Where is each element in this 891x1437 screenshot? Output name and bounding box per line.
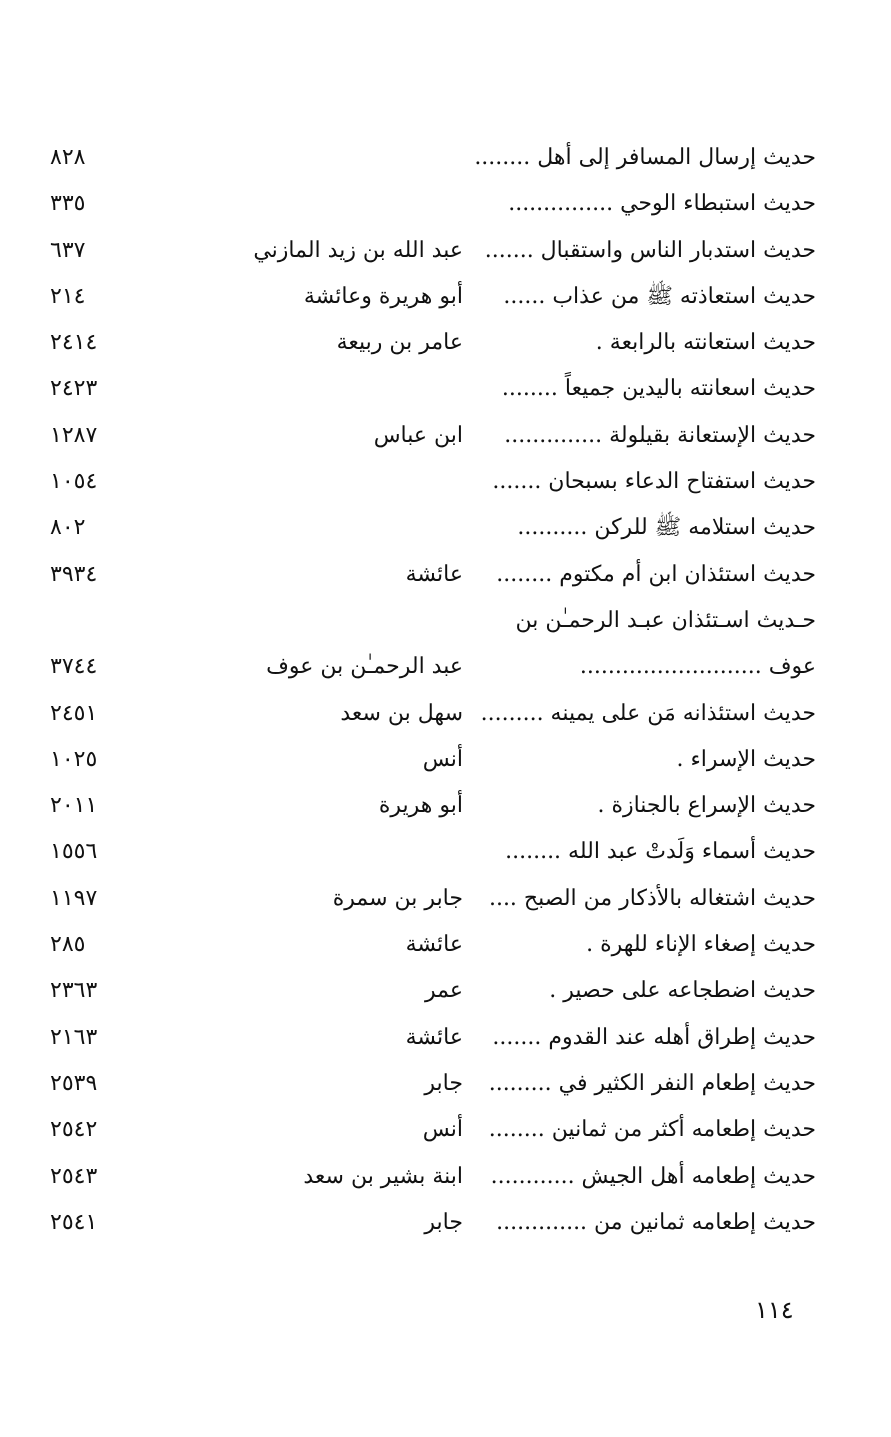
hadith-title: حديث استعانته بالرابعة .: [595, 330, 816, 356]
hadith-title: حديث اشتغاله بالأذكار من الصبح ....: [488, 885, 816, 911]
hadith-title: حديث استعاذته ﷺ من عذاب ......: [503, 283, 816, 309]
hadith-number: ٣٩٣٤: [50, 561, 98, 587]
hadith-number: ٣٣٥: [50, 191, 86, 217]
hadith-title: حديث الإسراع بالجنازة .: [597, 793, 816, 819]
index-entry: [0, 228, 891, 274]
index-entry: [0, 459, 891, 505]
hadith-number: ٢٤٥١: [50, 700, 98, 726]
narrator-name: جابر: [424, 1209, 463, 1235]
hadith-number: ٢٥٣٩: [50, 1070, 98, 1096]
narrator-name: عائشة: [405, 1024, 463, 1050]
hadith-title: حديث اسعانته باليدين جميعاً ........: [501, 376, 816, 402]
index-entry: [0, 552, 891, 598]
hadith-number: ٢٥٤٢: [50, 1117, 98, 1143]
index-entry: [0, 829, 891, 875]
index-entry: [0, 1015, 891, 1061]
index-entry: [0, 320, 891, 366]
hadith-title: حديث استدبار الناس واستقبال .......: [484, 237, 816, 263]
index-entry: [0, 691, 891, 737]
hadith-number: ٢٠١١: [50, 793, 98, 819]
index-entry: [0, 922, 891, 968]
narrator-name: عبد الرحمـٰن بن عوف: [266, 654, 463, 680]
narrator-name: عائشة: [405, 561, 463, 587]
hadith-number: ٢١٦٣: [50, 1024, 98, 1050]
hadith-title: حـديث اسـتئذان عبـد الرحمـٰن بن: [515, 607, 816, 633]
index-entry: [0, 135, 891, 181]
hadith-title: حديث استلامه ﷺ للركن ..........: [517, 515, 816, 541]
narrator-name: سهل بن سعد: [340, 700, 463, 726]
index-entry: [0, 366, 891, 412]
index-entry: [0, 876, 891, 922]
hadith-index-list: [0, 135, 891, 1246]
hadith-number: ١٠٢٥: [50, 746, 98, 772]
narrator-name: عمر: [425, 978, 463, 1004]
index-entry: [0, 598, 891, 644]
hadith-title: حديث أسماء وَلَدتْ عبد الله ........: [505, 839, 816, 865]
hadith-number: ٢٥٤٣: [50, 1163, 98, 1189]
narrator-name: أبو هريرة وعائشة: [303, 283, 463, 309]
hadith-title: حديث إطعامه أكثر من ثمانين ........: [488, 1117, 816, 1143]
index-entry: [0, 181, 891, 227]
narrator-name: عامر بن ربيعة: [336, 330, 463, 356]
index-entry: [0, 274, 891, 320]
index-entry: [0, 644, 891, 690]
hadith-title: حديث إطراق أهله عند القدوم .......: [492, 1024, 816, 1050]
narrator-name: ابن عباس: [373, 422, 463, 448]
narrator-name: جابر بن سمرة: [332, 885, 463, 911]
hadith-title: حديث إرسال المسافر إلى أهل ........: [474, 145, 816, 170]
index-entry: [0, 413, 891, 459]
narrator-name: عائشة: [405, 932, 463, 958]
hadith-title: حديث استبطاء الوحي ...............: [508, 191, 816, 217]
index-entry: [0, 737, 891, 783]
hadith-number: ٢٨٥: [50, 932, 86, 958]
hadith-number: ٨٠٢: [50, 515, 86, 541]
hadith-number: ١٢٨٧: [50, 422, 98, 448]
hadith-number: ٦٣٧: [50, 237, 86, 263]
narrator-name: أنس: [422, 746, 463, 772]
hadith-title: حديث الإسراء .: [676, 746, 816, 772]
hadith-number: ٢٥٤١: [50, 1209, 98, 1235]
hadith-title: عوف ..........................: [579, 654, 816, 680]
narrator-name: ابنة بشير بن سعد: [303, 1163, 463, 1189]
hadith-title: حديث إطعامه أهل الجيش ............: [490, 1163, 816, 1189]
narrator-name: جابر: [424, 1070, 463, 1096]
narrator-name: أنس: [422, 1117, 463, 1143]
index-entry: [0, 1154, 891, 1200]
hadith-title: حديث استئذانه مَن على يمينه .........: [480, 700, 816, 726]
hadith-title: حديث إطعامه ثمانين من .............: [496, 1209, 816, 1235]
hadith-title: حديث استئذان ابن أم مكتوم ........: [496, 561, 816, 587]
hadith-title: حديث إصغاء الإناء للهرة .: [586, 932, 816, 958]
hadith-title: حديث إطعام النفر الكثير في .........: [488, 1070, 816, 1096]
hadith-number: ٣٧٤٤: [50, 654, 98, 680]
hadith-number: ٨٢٨: [50, 145, 86, 170]
index-entry: [0, 505, 891, 551]
page-number: ١١٤: [755, 1296, 794, 1324]
hadith-number: ٢٤٢٣: [50, 376, 98, 402]
index-entry: [0, 1200, 891, 1246]
narrator-name: عبد الله بن زيد المازني: [253, 237, 463, 263]
hadith-title: حديث استفتاح الدعاء بسبحان .......: [492, 469, 816, 495]
narrator-name: أبو هريرة: [378, 793, 463, 819]
hadith-number: ١٥٥٦: [50, 839, 98, 865]
hadith-number: ٢١٤: [50, 283, 86, 309]
index-entry: [0, 1061, 891, 1107]
index-entry: [0, 1107, 891, 1153]
hadith-title: حديث الإستعانة بقيلولة ..............: [504, 422, 816, 448]
hadith-title: حديث اضطجاعه على حصير .: [549, 978, 816, 1004]
hadith-number: ٢٤١٤: [50, 330, 98, 356]
hadith-number: ١٠٥٤: [50, 469, 98, 495]
hadith-number: ٢٣٦٣: [50, 978, 98, 1004]
hadith-number: ١١٩٧: [50, 885, 98, 911]
index-entry: [0, 783, 891, 829]
index-entry: [0, 968, 891, 1014]
